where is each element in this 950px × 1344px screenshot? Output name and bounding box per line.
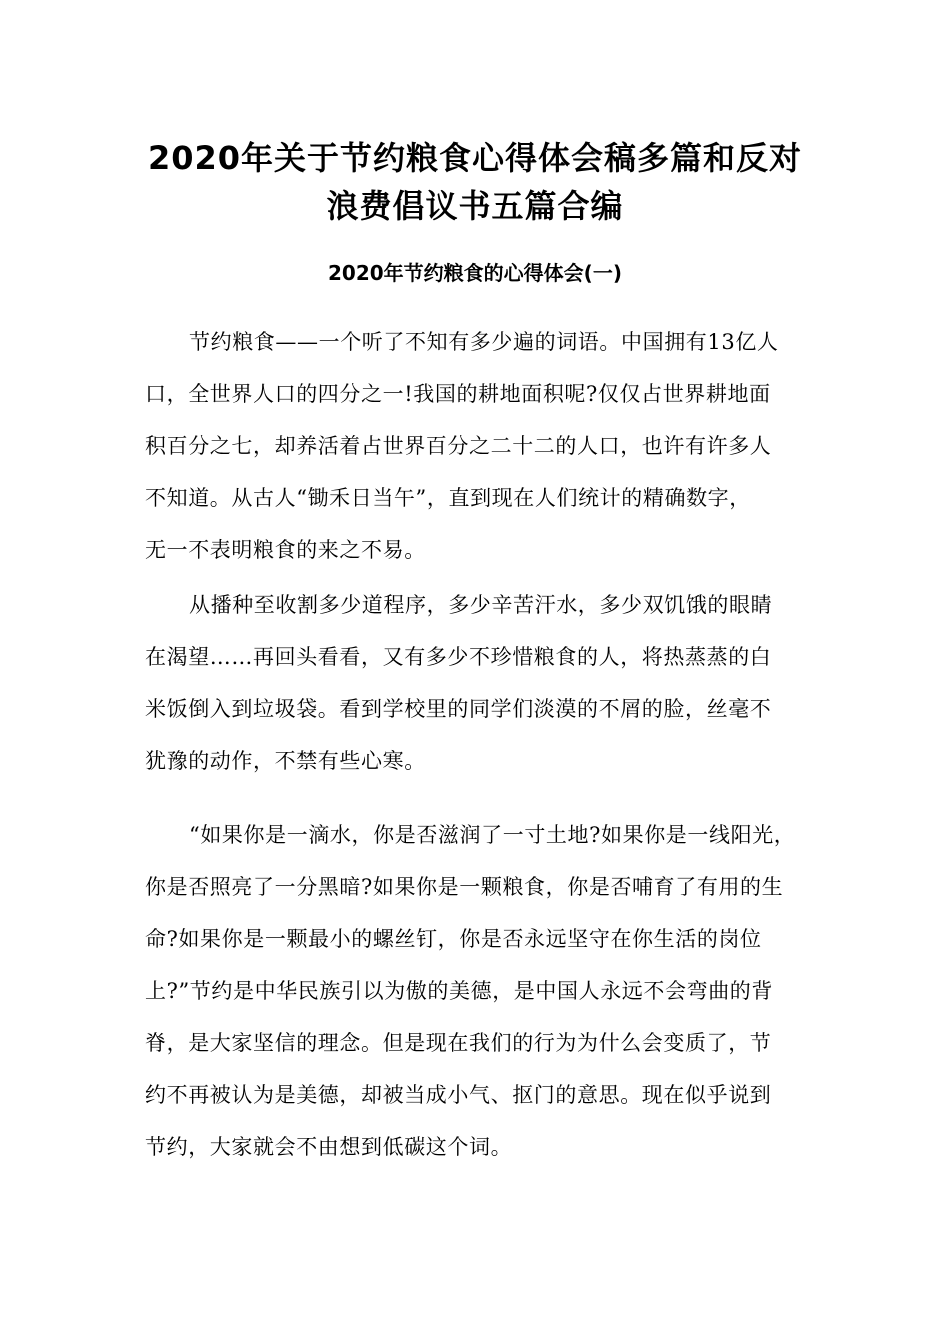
paragraph-line: 犹豫的动作，不禁有些心寒。 xyxy=(145,749,426,773)
paragraph-line: 口，全世界人口的四分之一!我国的耕地面积呢?仅仅占世界耕地面 xyxy=(145,382,771,406)
paragraph-line: 米饭倒入到垃圾袋。看到学校里的同学们淡漠的不屑的脸，丝毫不 xyxy=(145,697,772,721)
document-title-line-1: 2020年关于节约粮食心得体会稿多篇和反对 xyxy=(147,139,803,177)
paragraph-2 xyxy=(145,593,835,801)
paragraph-line: 无一不表明粮食的来之不易。 xyxy=(145,538,426,562)
paragraph-line: 上?”节约是中华民族引以为傲的美德，是中国人永远不会弯曲的背 xyxy=(145,979,773,1003)
paragraph-line: 在渴望……再回头看看，又有多少不珍惜粮食的人，将热蒸蒸的白 xyxy=(145,645,772,669)
paragraph-line: 节约，大家就会不由想到低碳这个词。 xyxy=(145,1135,513,1159)
paragraph-line: 节约粮食——一个听了不知有多少遍的词语。中国拥有13亿人 xyxy=(189,330,779,354)
paragraph-line: 脊，是大家坚信的理念。但是现在我们的行为为什么会变质了，节 xyxy=(145,1031,772,1055)
paragraph-line: 你是否照亮了一分黑暗?如果你是一颗粮食，你是否哺育了有用的生 xyxy=(145,875,784,899)
paragraph-line: 从播种至收割多少道程序，多少辛苦汗水，多少双饥饿的眼睛 xyxy=(189,593,773,617)
paragraph-line: 不知道。从古人“锄禾日当午”，直到现在人们统计的精确数字， xyxy=(145,486,751,510)
paragraph-line: 命?如果你是一颗最小的螺丝钉，你是否永远坚守在你生活的岗位 xyxy=(145,927,762,951)
paragraph-3 xyxy=(145,823,835,1187)
section-heading: 2020年节约粮食的心得体会(一) xyxy=(328,261,622,285)
paragraph-line: “如果你是一滴水，你是否滋润了一寸土地?如果你是一线阳光， xyxy=(189,823,796,847)
document-title-line-2: 浪费倡议书五篇合编 xyxy=(326,187,624,225)
paragraph-line: 积百分之七，却养活着占世界百分之二十二的人口，也许有许多人 xyxy=(145,434,772,458)
paragraph-1 xyxy=(145,330,835,590)
paragraph-line: 约不再被认为是美德，却被当成小气、抠门的意思。现在似乎说到 xyxy=(145,1083,772,1107)
